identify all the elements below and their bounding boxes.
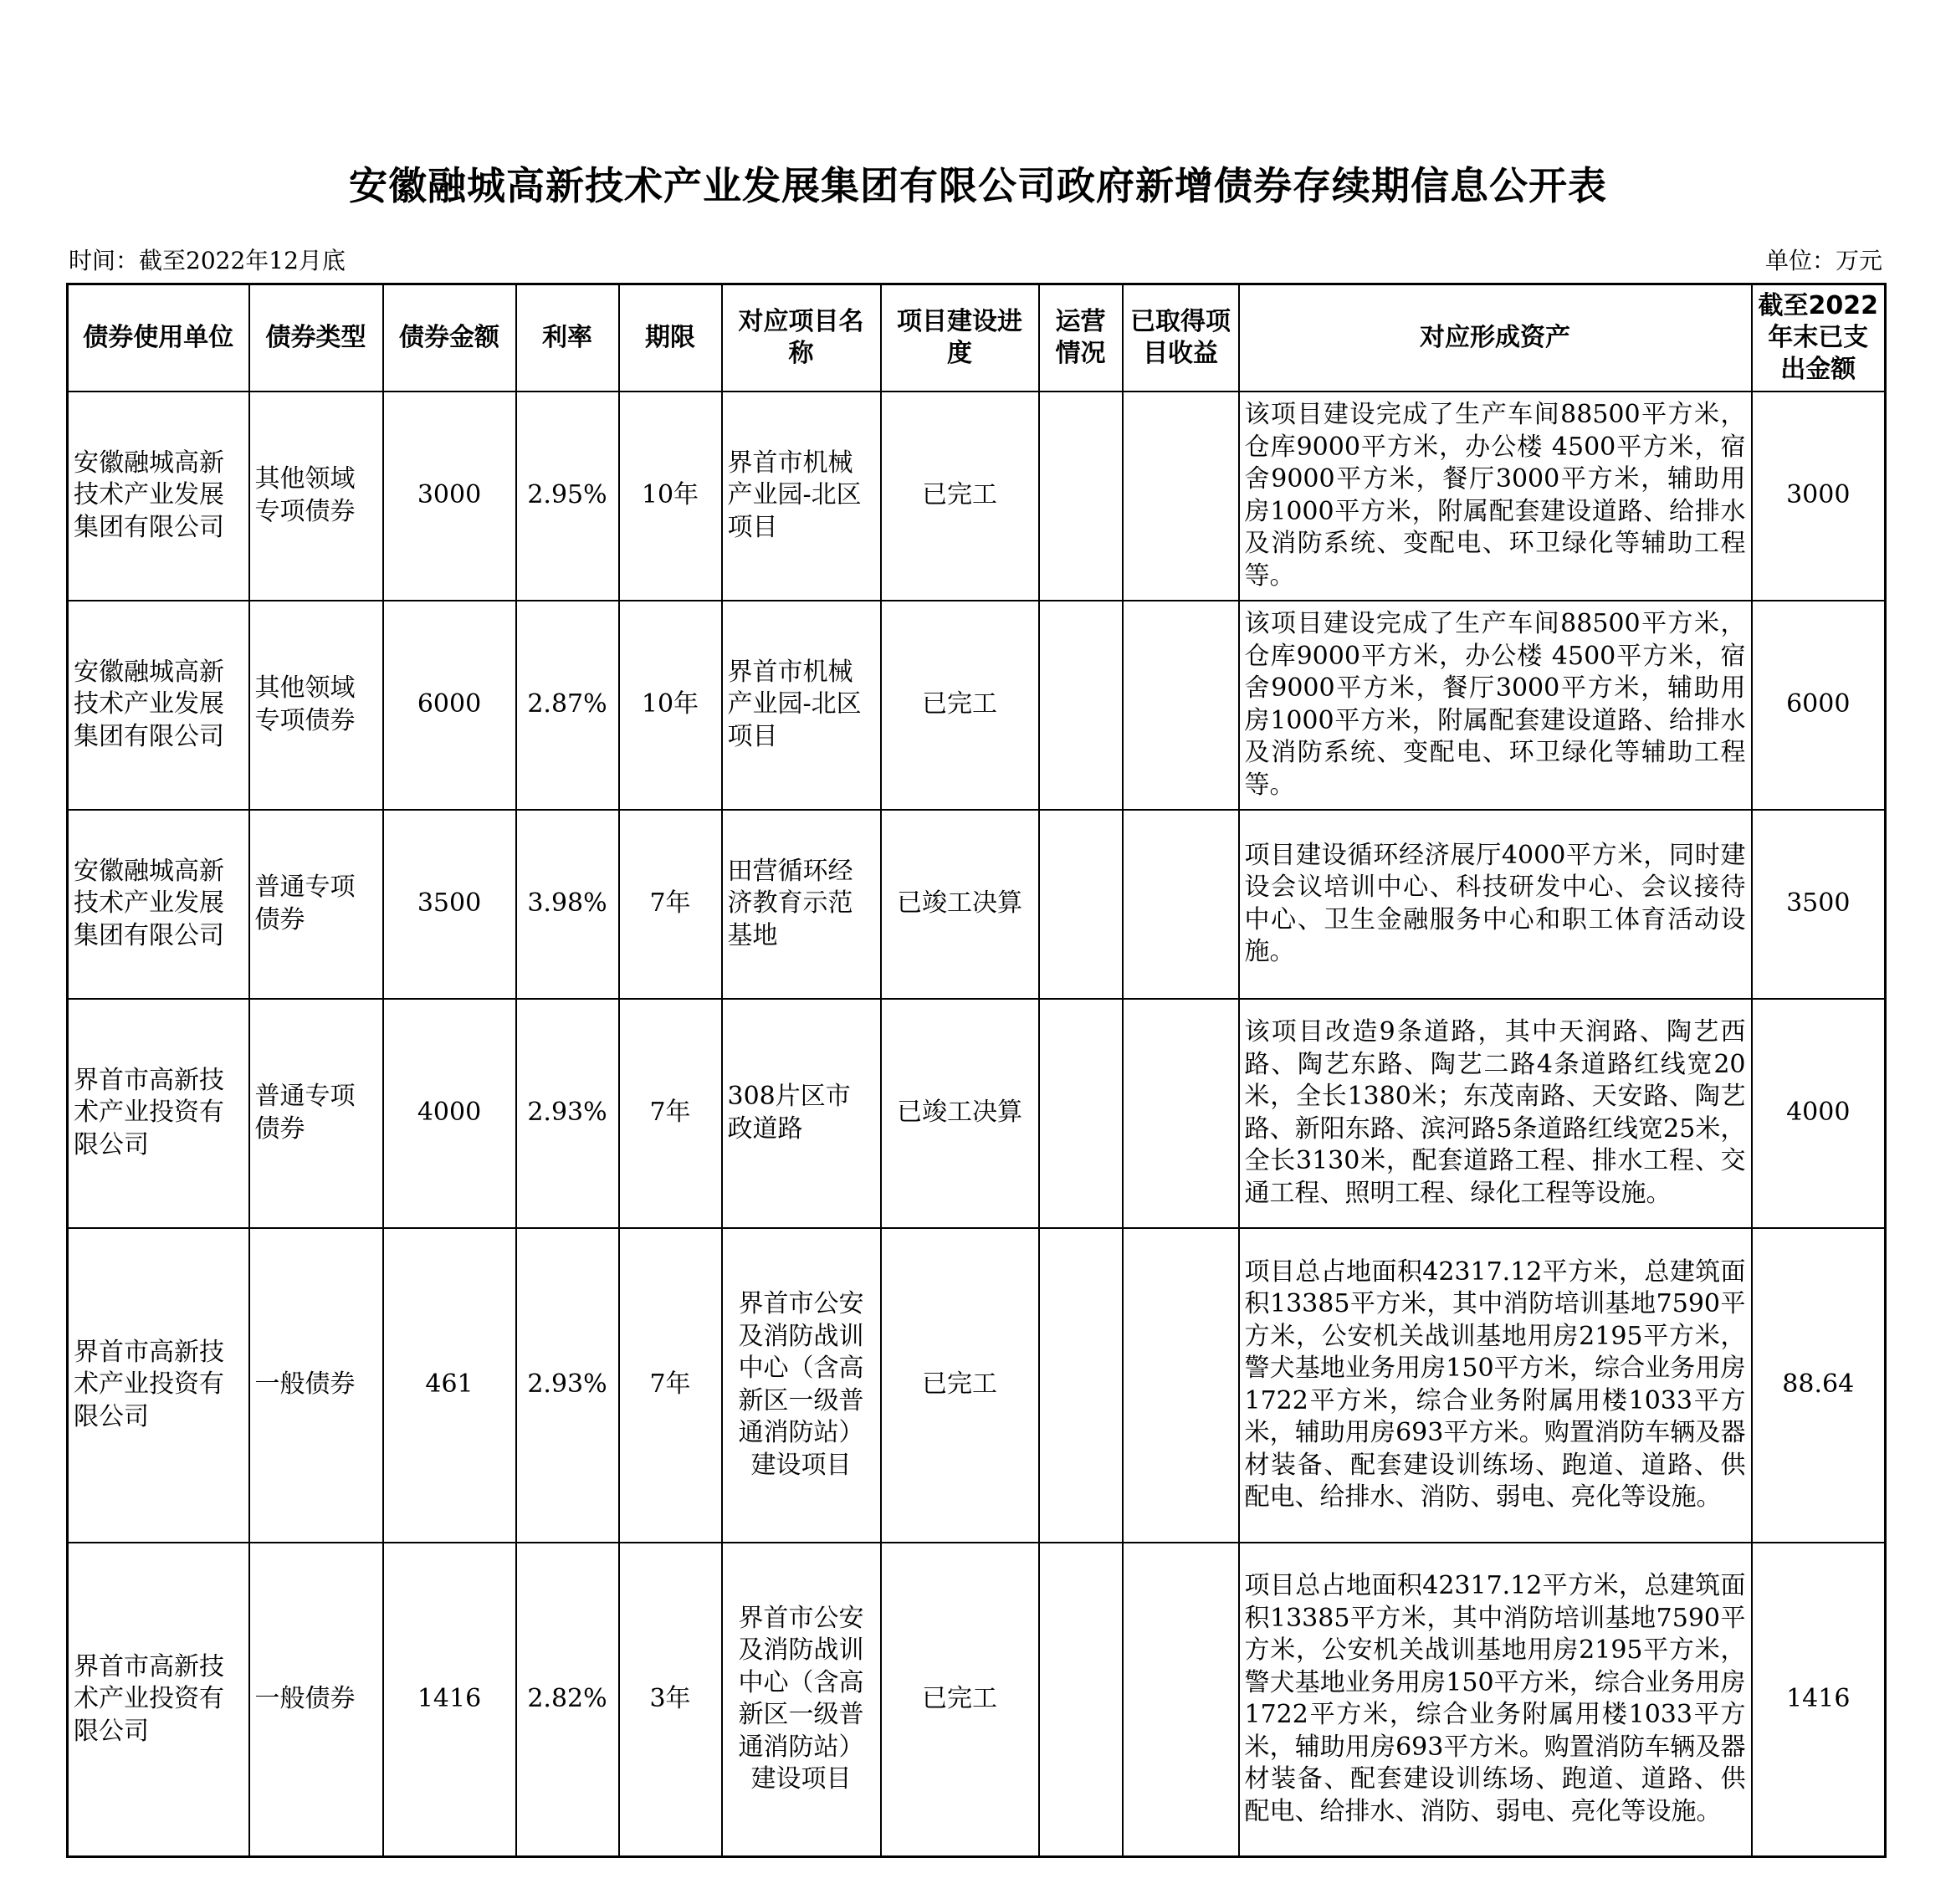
cell-project: 界首市公安及消防战训中心（含高新区一级普通消防站）建设项目 <box>722 1543 881 1857</box>
cell-rate: 2.87% <box>516 601 619 810</box>
table-row <box>68 392 1886 601</box>
cell-term: 10年 <box>619 601 722 810</box>
header-rate: 利率 <box>516 284 619 392</box>
cell-project: 界首市公安及消防战训中心（含高新区一级普通消防站）建设项目 <box>722 1228 881 1543</box>
cell-income <box>1123 999 1239 1228</box>
cell-operation <box>1039 1543 1123 1857</box>
cell-operation <box>1039 392 1123 601</box>
cell-assets: 该项目建设完成了生产车间88500平方米，仓库9000平方米，办公楼 4500平方米，宿舍9000平方米，餐厅3000平方米，辅助用房1000平方米，附属配套建设道路、给排水及消防系统、变配电、环卫绿化等辅助工程等。 <box>1239 392 1752 601</box>
cell-assets: 项目总占地面积42317.12平方米，总建筑面积13385平方米，其中消防培训基地7590平方米，公安机关战训基地用房2195平方米，警犬基地业务用房150平方米，综合业务用房1722平方米，综合业务附属用楼1033平方米，辅助用房693平方米。购置消防车辆及器材装备、配套建设训练场、跑道、道路、供配电、给排水、消防、弱电、亮化等设施。 <box>1239 1543 1752 1857</box>
cell-operation <box>1039 999 1123 1228</box>
header-amount: 债券金额 <box>383 284 516 392</box>
cell-amount: 4000 <box>383 999 516 1228</box>
header-assets: 对应形成资产 <box>1239 284 1752 392</box>
table-row <box>68 810 1886 999</box>
header-operation: 运营情况 <box>1039 284 1123 392</box>
cell-project: 308片区市政道路 <box>722 999 881 1228</box>
page-title: 安徽融城高新技术产业发展集团有限公司政府新增债券存续期信息公开表 <box>349 163 1607 208</box>
header-project: 对应项目名称 <box>722 284 881 392</box>
cell-unit: 界首市高新技术产业投资有限公司 <box>68 1228 249 1543</box>
cell-spent: 3500 <box>1752 810 1886 999</box>
cell-project: 田营循环经济教育示范基地 <box>722 810 881 999</box>
cell-type: 一般债券 <box>249 1228 383 1543</box>
bond-info-table <box>66 283 1887 1858</box>
cell-term: 7年 <box>619 1228 722 1543</box>
cell-term: 3年 <box>619 1543 722 1857</box>
cell-type: 其他领域专项债券 <box>249 601 383 810</box>
cell-amount: 461 <box>383 1228 516 1543</box>
cell-amount: 3000 <box>383 392 516 601</box>
cell-assets: 该项目建设完成了生产车间88500平方米，仓库9000平方米，办公楼 4500平方米，宿舍9000平方米，餐厅3000平方米，辅助用房1000平方米，附属配套建设道路、给排水及消防系统、变配电、环卫绿化等辅助工程等。 <box>1239 601 1752 810</box>
cell-progress: 已完工 <box>881 1543 1039 1857</box>
cell-project: 界首市机械产业园-北区项目 <box>722 601 881 810</box>
cell-income <box>1123 601 1239 810</box>
header-type: 债券类型 <box>249 284 383 392</box>
cell-type: 一般债券 <box>249 1543 383 1857</box>
header-income: 已取得项目收益 <box>1123 284 1239 392</box>
cell-progress: 已竣工决算 <box>881 810 1039 999</box>
header-unit: 债券使用单位 <box>68 284 249 392</box>
header-spent: 截至2022年末已支出金额 <box>1752 284 1886 392</box>
cell-income <box>1123 1228 1239 1543</box>
cell-assets: 该项目改造9条道路，其中天润路、陶艺西路、陶艺东路、陶艺二路4条道路红线宽20米，全长1380米；东茂南路、天安路、陶艺路、新阳东路、滨河路5条道路红线宽25米，全长3130米，配套道路工程、排水工程、交通工程、照明工程、绿化工程等设施。 <box>1239 999 1752 1228</box>
cell-rate: 2.82% <box>516 1543 619 1857</box>
cell-spent: 3000 <box>1752 392 1886 601</box>
cell-unit: 安徽融城高新技术产业发展集团有限公司 <box>68 601 249 810</box>
cell-term: 7年 <box>619 999 722 1228</box>
cell-spent: 4000 <box>1752 999 1886 1228</box>
unit-label: 单位：万元 <box>1764 247 1882 274</box>
cell-income <box>1123 392 1239 601</box>
cell-rate: 2.93% <box>516 999 619 1228</box>
cell-progress: 已完工 <box>881 392 1039 601</box>
cell-spent: 6000 <box>1752 601 1886 810</box>
cell-type: 普通专项债券 <box>249 999 383 1228</box>
header-row <box>68 284 1886 392</box>
cell-income <box>1123 1543 1239 1857</box>
cell-operation <box>1039 1228 1123 1543</box>
table-row <box>68 999 1886 1228</box>
cell-progress: 已完工 <box>881 1228 1039 1543</box>
cell-operation <box>1039 810 1123 999</box>
table-row <box>68 1228 1886 1543</box>
cell-unit: 界首市高新技术产业投资有限公司 <box>68 1543 249 1857</box>
cell-amount: 3500 <box>383 810 516 999</box>
cell-spent: 1416 <box>1752 1543 1886 1857</box>
cell-progress: 已完工 <box>881 601 1039 810</box>
time-label: 时间：截至2022年12月底 <box>69 247 346 274</box>
cell-rate: 2.95% <box>516 392 619 601</box>
cell-unit: 界首市高新技术产业投资有限公司 <box>68 999 249 1228</box>
cell-operation <box>1039 601 1123 810</box>
cell-type: 其他领域专项债券 <box>249 392 383 601</box>
header-term: 期限 <box>619 284 722 392</box>
cell-type: 普通专项债券 <box>249 810 383 999</box>
cell-unit: 安徽融城高新技术产业发展集团有限公司 <box>68 810 249 999</box>
cell-term: 7年 <box>619 810 722 999</box>
cell-progress: 已竣工决算 <box>881 999 1039 1228</box>
table-row <box>68 601 1886 810</box>
cell-spent: 88.64 <box>1752 1228 1886 1543</box>
table-row <box>68 1543 1886 1857</box>
cell-assets: 项目建设循环经济展厅4000平方米，同时建设会议培训中心、科技研发中心、会议接待中心、卫生金融服务中心和职工体育活动设施。 <box>1239 810 1752 999</box>
cell-project: 界首市机械产业园-北区项目 <box>722 392 881 601</box>
cell-assets: 项目总占地面积42317.12平方米，总建筑面积13385平方米，其中消防培训基地7590平方米，公安机关战训基地用房2195平方米，警犬基地业务用房150平方米，综合业务用房1722平方米，综合业务附属用楼1033平方米，辅助用房693平方米。购置消防车辆及器材装备、配套建设训练场、跑道、道路、供配电、给排水、消防、弱电、亮化等设施。 <box>1239 1228 1752 1543</box>
cell-amount: 1416 <box>383 1543 516 1857</box>
cell-amount: 6000 <box>383 601 516 810</box>
cell-rate: 2.93% <box>516 1228 619 1543</box>
cell-rate: 3.98% <box>516 810 619 999</box>
cell-income <box>1123 810 1239 999</box>
header-progress: 项目建设进度 <box>881 284 1039 392</box>
cell-term: 10年 <box>619 392 722 601</box>
cell-unit: 安徽融城高新技术产业发展集团有限公司 <box>68 392 249 601</box>
